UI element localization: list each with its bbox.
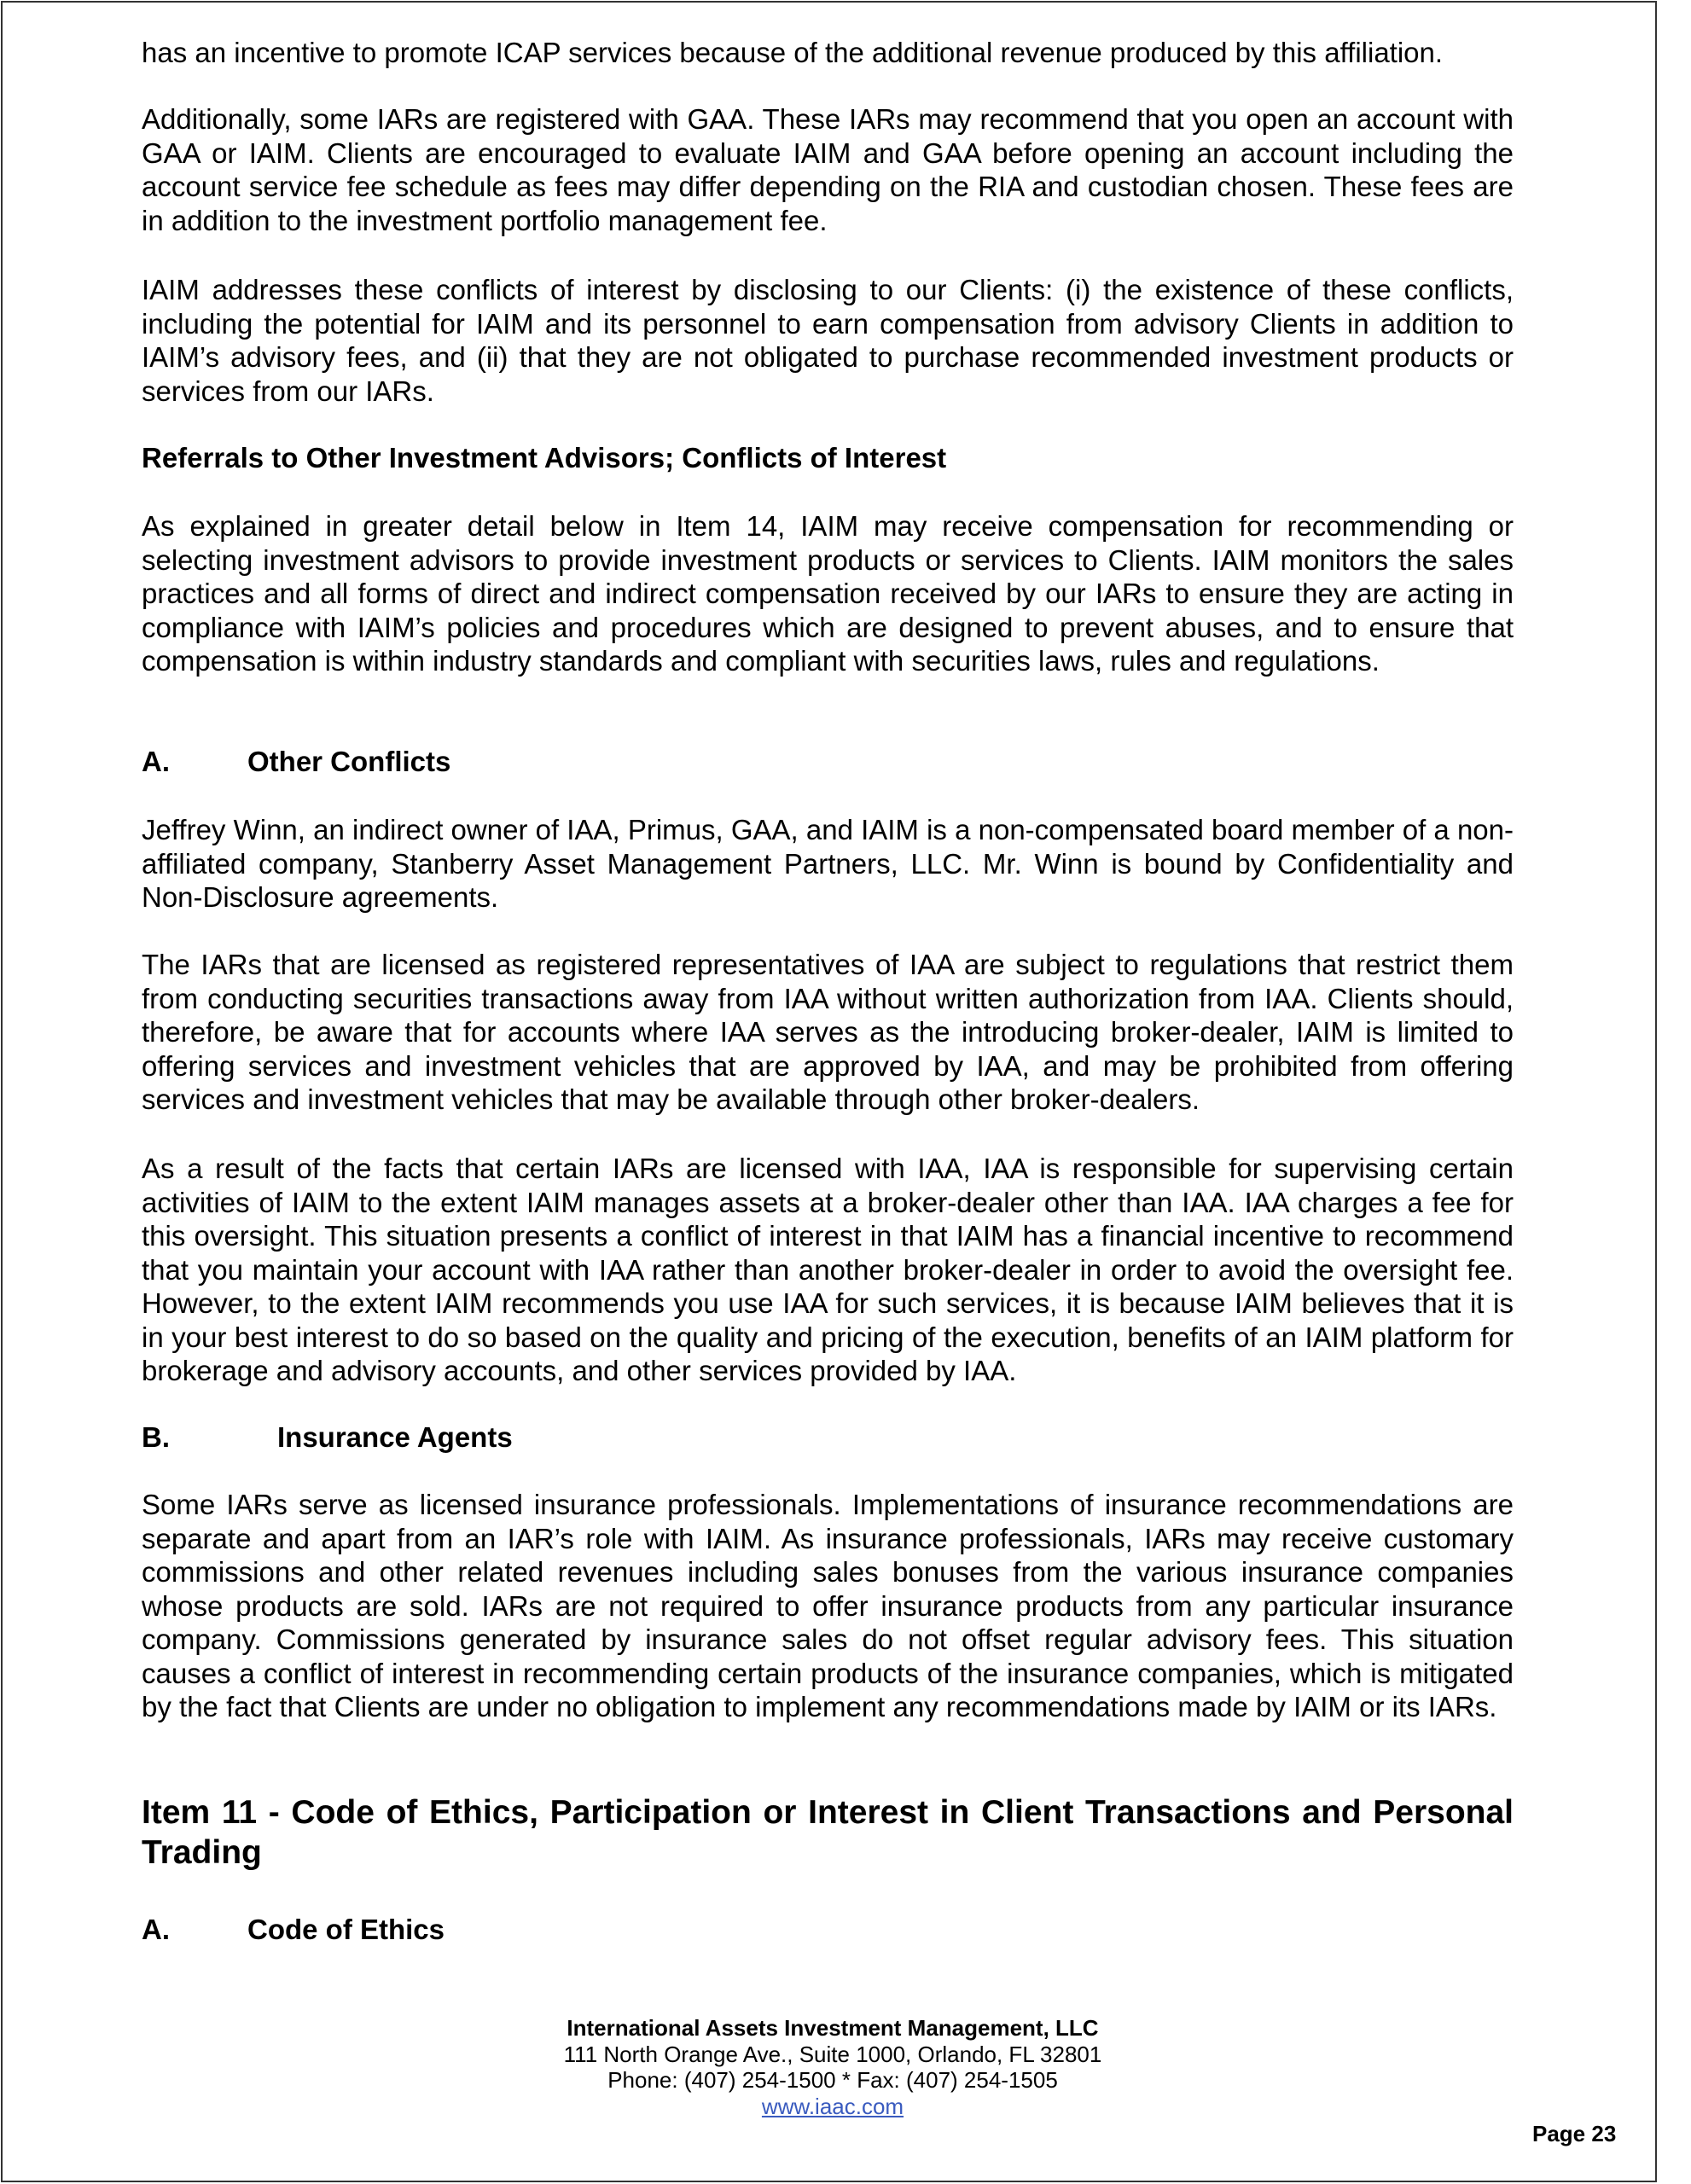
footer (483, 2015, 1183, 2119)
section-a-other-conflicts-heading (142, 745, 1514, 779)
paragraph-referrals: As explained in greater detail below in Item 14, IAIM may receive compensation for recommending or selecting investment advisors to provide investment products or services to Clients. IAIM monitors the sales practices and all forms of direct and indirect compensation received by our IARs to ensure they are acting in compliance with IAIM’s policies and procedures which are designed to prevent abuses, and to ensure that compensation is within industry standards and compliant with securities laws, rules and regulations. (142, 510, 1514, 677)
footer-website-link[interactable]: www.iaac.com (761, 2093, 904, 2119)
page-number: Page 23 (1532, 2121, 1617, 2146)
paragraph-conflict-disclosure: IAIM addresses these conflicts of interest by disclosing to our Clients: (i) the existence of these conflicts, including the potential for IAIM and its personnel to earn compensation from advisory Clients in addition to IAIM’s advisory fees, and (ii) that they are not obligated to purchase recommended investment products or services from our IARs. (142, 274, 1514, 407)
section-b-insurance-agents-heading (142, 1420, 1514, 1455)
paragraph-iaa-oversight: As a result of the facts that certain IARs are licensed with IAA, IAA is responsible for supervising certain activities of IAIM to the extent IAIM manages assets at a broker-dealer other than IAA. IAA charges a fee for this oversight. This situation presents a conflict of interest in that IAIM has a financial incentive to recommend that you maintain your account with IAA rather than another broker-dealer in order to avoid the oversight fee. However, to the extent IAIM recommends you use IAA for such services, it is because IAIM believes that it is in your best interest to do so based on the quality and pricing of the execution, benefits of an IAIM platform for brokerage and advisory accounts, and other services provided by IAA. (142, 1153, 1514, 1386)
footer-company-name: International Assets Investment Management, LLC (567, 2015, 1099, 2041)
paragraph-insurance-agents: Some IARs serve as licensed insurance professionals. Implementations of insurance recommendations are separate and apart from an IAR’s role with IAIM. As insurance professionals, IARs may receive customary commissions and other related revenues including sales bonuses from the various insurance companies whose products are sold. IARs are not required to offer insurance products from any particular insurance company. Commissions generated by insurance sales do not offset regular advisory fees. This situation causes a conflict of interest in recommending certain products of the insurance companies, which is mitigated by the fact that Clients are under no obligation to implement any recommendations made by IAIM or its IARs. (142, 1489, 1514, 1722)
referrals-heading: Referrals to Other Investment Advisors; Conflicts of Interest (142, 442, 947, 473)
item-11-heading: Item 11 - Code of Ethics, Participation or Interest in Client Transactions and Personal Trading (142, 1794, 1514, 1871)
paragraph-gaa-registration: Additionally, some IARs are registered with GAA. These IARs may recommend that you open an account with GAA or IAIM. Clients are encouraged to evaluate IAIM and GAA before opening an account including the account service fee schedule as fees may differ depending on the RIA and custodian chosen. These fees are in addition to the investment portfolio management fee. (142, 103, 1514, 236)
paragraph-jeffrey-winn: Jeffrey Winn, an indirect owner of IAA, Primus, GAA, and IAIM is a non-compensated board member of a non-affiliated company, Stanberry Asset Management Partners, LLC. Mr. Winn is bound by Confidentiality and Non-Disclosure agreements. (142, 814, 1514, 913)
section-title: Insurance Agents (277, 1421, 513, 1453)
section-letter: B. (142, 1421, 170, 1453)
footer-phone-fax: Phone: (407) 254-1500 * Fax: (407) 254-1505 (607, 2067, 1058, 2093)
paragraph-icap-incentive: has an incentive to promote ICAP services because of the additional revenue produced by this affiliation. (142, 37, 1444, 68)
section-title: Code of Ethics (247, 1914, 445, 1945)
section-a-code-of-ethics-heading (142, 1913, 1514, 1947)
paragraph-iar-regulations: The IARs that are licensed as registered representatives of IAA are subject to regulations that restrict them from conducting securities transactions away from IAA without written authorization from IAA. Clients should, therefore, be aware that for accounts where IAA serves as the introducing broker-dealer, IAIM is limited to offering services and investment vehicles that are approved by IAA, and may be prohibited from offering services and investment vehicles that may be available through other broker-dealers. (142, 949, 1514, 1115)
section-title: Other Conflicts (247, 746, 451, 777)
section-letter: A. (142, 746, 170, 777)
section-letter: A. (142, 1914, 170, 1945)
footer-address: 111 North Orange Ave., Suite 1000, Orlando, FL 32801 (563, 2041, 1102, 2067)
